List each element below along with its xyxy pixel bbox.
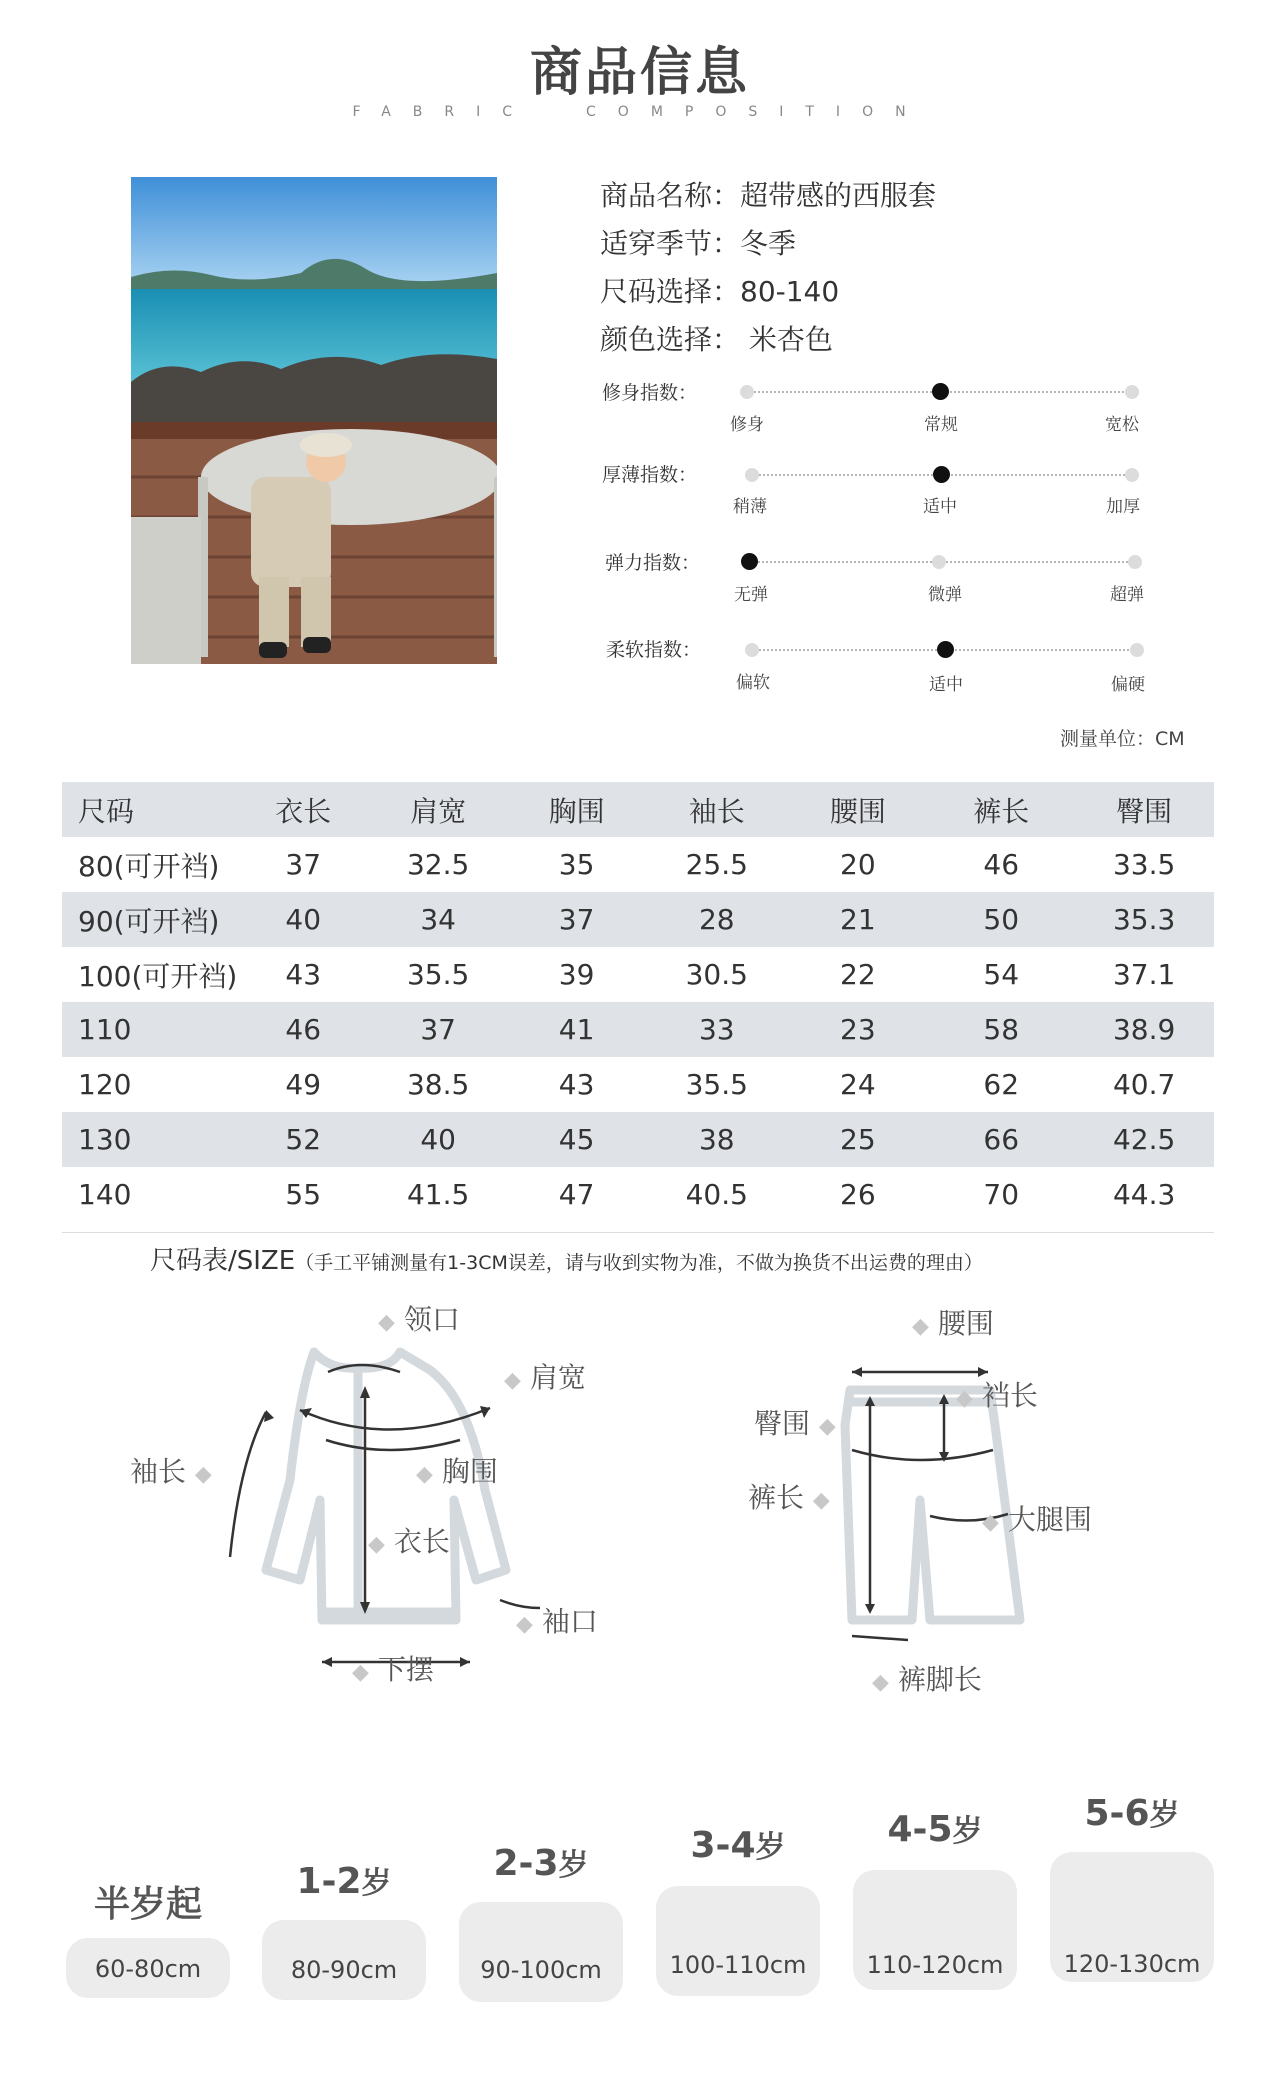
cell: 37 <box>285 848 322 881</box>
table-divider <box>62 1232 1214 1233</box>
cell: 66 <box>928 1112 1074 1167</box>
cell: 55 <box>285 1178 322 1211</box>
index-option-thickness-2: 加厚 <box>1106 497 1140 517</box>
size-table <box>62 782 1214 1222</box>
cell: 33 <box>646 1002 787 1057</box>
cell: 37.1 <box>1112 958 1176 991</box>
age-range-1: 80-90cm <box>262 1920 426 2000</box>
index-dot-fit-1 <box>932 383 949 400</box>
age-range-4: 110-120cm <box>853 1870 1017 1990</box>
measure-unit: 测量单位：CM <box>1060 728 1185 750</box>
size-table-header <box>62 782 1214 837</box>
index-option-fit-0: 修身 <box>730 415 764 435</box>
cell: 28 <box>646 892 787 947</box>
cell: 21 <box>788 892 929 947</box>
index-option-thickness-1: 适中 <box>923 497 957 517</box>
cell: 50 <box>928 892 1074 947</box>
cell: 34 <box>369 892 507 947</box>
cell: 58 <box>928 1002 1074 1057</box>
cell: 45 <box>507 1112 646 1167</box>
table-row <box>62 1167 1214 1222</box>
cell: 24 <box>840 1068 876 1101</box>
cell: 62 <box>983 1068 1020 1101</box>
cell: 54 <box>983 958 1020 991</box>
header-size: 尺码 <box>62 782 237 837</box>
cell: 46 <box>237 1002 369 1057</box>
cell: 32.5 <box>406 848 470 881</box>
index-dot-thickness-1 <box>933 466 950 483</box>
cell: 41.5 <box>406 1178 470 1211</box>
index-option-fit-2: 宽松 <box>1105 415 1139 435</box>
index-option-elasticity-0: 无弹 <box>734 585 768 605</box>
cell: 52 <box>237 1112 369 1167</box>
index-dot-elasticity-1 <box>932 555 946 569</box>
cell: 120 <box>78 1068 132 1101</box>
product-photo-illustration <box>131 177 497 664</box>
cell: 40.5 <box>685 1178 748 1211</box>
header-sleeve: 袖长 <box>646 782 787 837</box>
label-chest: ◆ 胸围 <box>416 1455 498 1488</box>
cell: 70 <box>983 1178 1020 1211</box>
index-option-elasticity-2: 超弹 <box>1110 585 1144 605</box>
product-photo <box>131 177 497 664</box>
age-range-3: 100-110cm <box>656 1886 820 1996</box>
header-pants-length: 裤长 <box>928 782 1074 837</box>
cell: 46 <box>983 848 1020 881</box>
index-label-thickness: 厚薄指数： <box>602 464 698 486</box>
index-option-elasticity-1: 微弹 <box>928 585 962 605</box>
cell: 38.5 <box>406 1068 470 1101</box>
index-option-softness-1: 适中 <box>929 675 963 695</box>
cell: 140 <box>78 1178 132 1211</box>
cell: 100(可开裆) <box>78 959 238 993</box>
cell: 47 <box>558 1178 595 1211</box>
label-leg-opening: ◆ 裤脚长 <box>872 1663 982 1696</box>
cell: 43 <box>558 1068 595 1101</box>
age-range-2: 90-100cm <box>459 1902 623 2002</box>
cell: 26 <box>840 1178 876 1211</box>
cell: 43 <box>285 958 322 991</box>
cell: 37 <box>369 1002 507 1057</box>
cell: 35.5 <box>406 958 470 991</box>
index-dot-fit-0 <box>740 385 754 399</box>
header-length: 衣长 <box>237 782 369 837</box>
cell: 33.5 <box>1112 848 1176 881</box>
label-jacket-length: ◆ 衣长 <box>368 1525 450 1558</box>
cell: 23 <box>788 1002 929 1057</box>
age-label-3: 3-4岁 <box>690 1825 786 1866</box>
label-hip: 臀围 ◆ <box>754 1407 836 1440</box>
cell: 40 <box>369 1112 507 1167</box>
subtitle-left: FABRIC <box>352 104 535 120</box>
index-dot-fit-2 <box>1125 385 1139 399</box>
cell: 49 <box>285 1068 322 1101</box>
age-range-0: 60-80cm <box>66 1938 230 1998</box>
label-thigh: ◆ 大腿围 <box>982 1503 1092 1536</box>
cell: 35.3 <box>1074 892 1214 947</box>
label-shoulder: ◆ 肩宽 <box>504 1361 586 1394</box>
age-label-0: 半岁起 <box>93 1884 202 1925</box>
index-dot-elasticity-0 <box>741 553 758 570</box>
info-color: 颜色选择： 米杏色 <box>600 323 833 356</box>
cell: 44.3 <box>1112 1178 1176 1211</box>
index-option-fit-1: 常规 <box>924 415 958 435</box>
header-hip: 臀围 <box>1074 782 1214 837</box>
index-label-elasticity: 弹力指数： <box>605 552 701 574</box>
cell: 25 <box>788 1112 929 1167</box>
header-chest: 胸围 <box>507 782 646 837</box>
index-dot-thickness-0 <box>745 468 759 482</box>
cell: 110 <box>62 1002 237 1057</box>
label-hem: ◆ 下摆 <box>352 1653 434 1686</box>
table-row <box>62 892 1214 947</box>
label-rise: ◆ 裆长 <box>956 1379 1038 1412</box>
age-label-2: 2-3岁 <box>493 1843 589 1884</box>
label-waist: ◆ 腰围 <box>912 1307 994 1340</box>
age-label-5: 5-6岁 <box>1084 1793 1180 1834</box>
cell: 25.5 <box>685 848 748 881</box>
age-label-1: 1-2岁 <box>296 1861 392 1902</box>
index-dot-softness-1 <box>937 641 954 658</box>
info-product-name: 商品名称：超带感的西服套 <box>600 179 937 212</box>
cell: 22 <box>840 958 876 991</box>
cell: 39 <box>558 958 595 991</box>
cell: 41 <box>507 1002 646 1057</box>
cell: 20 <box>840 848 876 881</box>
cell: 40 <box>237 892 369 947</box>
index-option-softness-0: 偏软 <box>736 673 770 693</box>
table-row <box>62 947 1214 1002</box>
label-sleeve: 袖长 ◆ <box>130 1455 212 1488</box>
cell: 37 <box>507 892 646 947</box>
header-waist: 腰围 <box>788 782 929 837</box>
info-season: 适穿季节：冬季 <box>600 227 797 260</box>
header-shoulder: 肩宽 <box>369 782 507 837</box>
cell: 38 <box>646 1112 787 1167</box>
subtitle-right: COMPOSITION <box>586 104 928 120</box>
index-dot-softness-2 <box>1130 643 1144 657</box>
label-cuff: ◆ 袖口 <box>516 1605 598 1638</box>
index-dot-thickness-2 <box>1125 468 1139 482</box>
size-note-main: 尺码表/SIZE <box>150 1246 296 1276</box>
age-range-5: 120-130cm <box>1050 1852 1214 1982</box>
table-row <box>62 1057 1214 1112</box>
index-option-softness-2: 偏硬 <box>1111 675 1145 695</box>
cell: 30.5 <box>685 958 748 991</box>
info-size-range: 尺码选择：80-140 <box>600 275 840 308</box>
cell: 40.7 <box>1112 1068 1176 1101</box>
cell: 35 <box>558 848 595 881</box>
index-option-thickness-0: 稍薄 <box>733 497 767 517</box>
page-subtitle <box>0 104 1280 120</box>
cell: 80(可开裆) <box>78 849 220 883</box>
label-pants-length: 裤长 ◆ <box>748 1481 830 1514</box>
measurement-diagrams <box>100 1290 1180 1710</box>
cell: 90(可开裆) <box>62 892 237 947</box>
cell: 42.5 <box>1074 1112 1214 1167</box>
page-title: 商品信息 <box>529 43 750 103</box>
index-label-softness: 柔软指数： <box>606 639 702 661</box>
index-label-fit: 修身指数： <box>602 382 698 404</box>
cell: 38.9 <box>1074 1002 1214 1057</box>
cell: 35.5 <box>685 1068 748 1101</box>
size-note-detail: （手工平铺测量有1-3CM误差，请与收到实物为准，不做为换货不出运费的理由） <box>295 1252 983 1274</box>
product-info <box>600 172 936 364</box>
table-row <box>62 1112 1214 1167</box>
size-note <box>150 1240 983 1277</box>
table-row <box>62 837 1214 892</box>
age-label-4: 4-5岁 <box>887 1809 983 1850</box>
cell: 130 <box>62 1112 237 1167</box>
index-dot-softness-0 <box>745 643 759 657</box>
index-dot-elasticity-2 <box>1128 555 1142 569</box>
label-collar: ◆ 领口 <box>378 1303 460 1336</box>
table-row <box>62 1002 1214 1057</box>
